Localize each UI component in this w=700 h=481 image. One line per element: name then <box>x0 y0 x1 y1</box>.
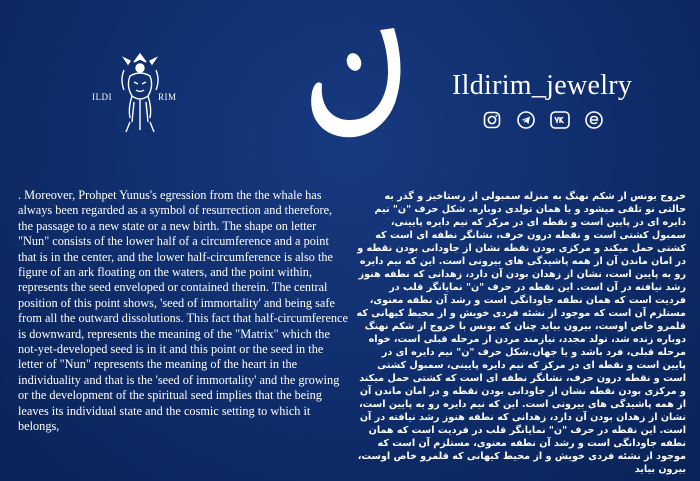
e-icon[interactable] <box>584 110 604 130</box>
vk-icon[interactable] <box>550 110 570 130</box>
logo-text-left: ILDI <box>92 92 112 102</box>
instagram-icon[interactable] <box>482 110 502 130</box>
brand-name: Ildirim_jewelry <box>452 70 633 101</box>
persian-paragraph: خروج یونس از شکم نهنگ به منزله سمبولی از رستاخیز و گذر به حالتی نو تلقی میشود و یا همان تولدی دوباره. شکل حرف "ن" نیم دایره ای در پایین است و نقطه ای در مرکز که نیم دایره پایینی، سمبول کشتی است و نقطه درون حرف، نشانگر نطفه ای است که کشتی حمل میکند و مرکزی بودن نقطه نشان از جاودانی بودن نقطه و در امان ماندن آن از همه پاشیدگی های بیرونی است. این که نیم دایره رو به پایین است، نشان از زهدان بودن آن دارد، زهدانی که نطفه هنوز رشد نیافته در آن است. این نقطه در حرف "ن" نمایانگر قلب در فردیت است که همان نطفه جاودانگی است و رشد آن نطفه معنوی، مستلزم آن است که موجود از نشئه فردی خویش و از محیط کیهانی که قلمرو خاص اوست، بیرون بیاید چنان که یونس با خروج از شکم نهنگ دوباره زنده شد، تولد مجدد، نیازمند مردن از مرحله قبلی است، خواه مرحله قبلی، فرد باشد و یا جهان.شکل حرف "ن" نیم دایره ای در پایین است و نقطه ای در مرکز که نیم دایره پایینی، سمبول کشتی است و نقطه درون حرف، نشانگر نطفه ای است که کشتی حمل میکند و مرکزی بودن نقطه نشان از جاودانی بودن نقطه و در امان ماندن آن از همه پاشیدگی های بیرونی است. این که نیم دایره رو به پایین است، نشان از زهدان بودن آن دارد، زهدانی که نطفه هنوز رشد نیافته در آن است. این نقطه در حرف "ن" نمایانگر قلب در فردیت است که همان نطفه جاودانگی است و رشد آن نطفه معنوی، مستلزم آن است که موجود از نشئه فردی خویش و از محیط کیهانی که قلمرو خاص اوست، بیرون بیاید <box>356 191 686 475</box>
brand-logo <box>92 50 192 145</box>
english-paragraph: . Moreover, Prohpet Yunus's egression from the the whale has always been regarded as a symbol of resurrection and therefore, the passage to a new state or a new birth. The shape on letter "Nun" consists of the lower half of a circumference and a point that is in the center, and the lower half-circumference is also the figure of an ark floating on the waters, and the point within, represents the seed enveloped or contained therein. The central position of this point shows, 'seed of immortality' and being safe from all the outward dissolutions. This fact that half-circumference is downward, represents the meaning of the "Matrix" which the not-yet-developed seed is in it and this point or the seed in the letter of "Nun" represents the meaning of the heart in the individuality and that is the 'seed of immortality' and the growing or the development of the spiritual seed implies that the being leaves its individual state and the cosmic setting to which it belongs, <box>18 188 348 434</box>
social-icons <box>482 110 604 130</box>
nun-letter-icon <box>292 18 422 148</box>
telegram-icon[interactable] <box>516 110 536 130</box>
logo-text-right: RIM <box>158 92 177 102</box>
